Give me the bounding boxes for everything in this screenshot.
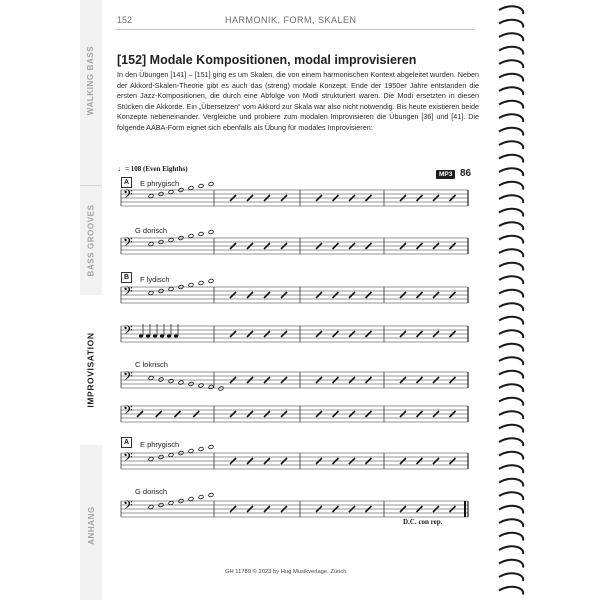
binding-ring [499, 182, 523, 190]
eighth-note [160, 334, 164, 337]
running-title: HARMONIK, FORM, SKALEN [225, 15, 357, 25]
whole-note [198, 232, 204, 237]
whole-note [188, 449, 194, 454]
binding-ring [499, 209, 523, 217]
whole-note [208, 182, 214, 187]
tab-label: WALKING BASS [86, 45, 96, 115]
bass-clef-icon: 𝄢 [123, 403, 133, 421]
eighth-note [174, 334, 178, 337]
section-body: In den Übungen [141] – [151] ging es um Skalen, die von einem harmonischen Kontext abgeleitet wurden. Neben der Akkord-Skalen-Theorie gibt es auch das (streng) modale Konzept. Ende der 1950er Jahre entstanden die ersten Jazz-Kompositionen, die durch eine Abfolge von Modi strukturiert waren. Die Modi ersetzten in diesen Stücken die Akkorde. Ein „Übersetzen“ vom Akkord zur Skala war also nicht notwendig. Bis heute existieren beide Konzepte nebeneinander. Vergleiche und probiere zum modalen Improvisieren die Übungen [36] und [41]. Die folgende AABA-Form eignet sich ebenfalls als Übung für modales Improvisieren: [117, 70, 479, 132]
binding-ring [499, 20, 523, 28]
binding-ring [499, 249, 523, 257]
rehearsal-mark-b: B [121, 272, 132, 283]
whole-note [198, 495, 204, 500]
binding-ring [499, 425, 523, 433]
binding-ring [499, 114, 523, 122]
tab-label: IMPROVISATION [86, 332, 96, 408]
scale-label: E phrygisch [140, 179, 180, 188]
whole-note [158, 377, 164, 382]
binding-ring [499, 303, 523, 311]
whole-note [198, 447, 204, 452]
binding-ring [499, 33, 523, 41]
binding-ring [499, 398, 523, 406]
binding-ring [499, 222, 523, 230]
binding-ring [499, 357, 523, 365]
whole-note [148, 505, 154, 510]
tab-label: ANHANG [86, 505, 96, 545]
rehearsal-mark-a: A [121, 177, 132, 188]
binding-ring [499, 573, 523, 581]
whole-note [188, 234, 194, 239]
section-title: [152] Modale Kompositionen, modal improvisieren [117, 53, 417, 67]
rehearsal-mark-a: A [121, 437, 132, 448]
eighth-note [167, 334, 171, 337]
bass-clef-icon: 𝄢 [123, 284, 133, 302]
whole-note [168, 238, 174, 243]
whole-note [168, 501, 174, 506]
scale-label: G dorisch [135, 487, 168, 496]
bass-clef-icon: 𝄢 [123, 323, 133, 341]
whole-note [148, 291, 154, 296]
binding-ring [499, 168, 523, 176]
binding-ring [499, 60, 523, 68]
binding-ring [499, 101, 523, 109]
whole-note [148, 242, 154, 247]
whole-note [218, 386, 224, 391]
whole-note [208, 445, 214, 450]
bass-clef-icon: 𝄢 [123, 498, 133, 516]
bass-clef-icon: 𝄢 [123, 235, 133, 253]
binding-ring [499, 236, 523, 244]
binding-ring [499, 384, 523, 392]
whole-note [168, 287, 174, 292]
binding-ring [499, 290, 523, 298]
whole-note [148, 457, 154, 462]
binding-ring [499, 74, 523, 82]
binding-ring [499, 479, 523, 487]
binding-ring [499, 438, 523, 446]
tempo-text: = 108 (Even Eighths) [125, 165, 188, 173]
binding-ring [499, 371, 523, 379]
binding-ring [499, 330, 523, 338]
whole-note [188, 497, 194, 502]
spiral-binding [497, 0, 527, 600]
binding-ring [499, 506, 523, 514]
whole-note [148, 376, 154, 381]
whole-note [168, 379, 174, 384]
whole-note [168, 453, 174, 458]
mp3-badge[interactable]: MP3 [436, 170, 455, 179]
repeat-instruction: D.C. con rep. [403, 518, 443, 526]
binding-ring [499, 276, 523, 284]
scale-label: G dorisch [135, 226, 168, 235]
bass-clef-icon: 𝄢 [123, 450, 133, 468]
tab-label: BASS GROOVES [86, 203, 96, 277]
whole-note [208, 230, 214, 235]
whole-note [188, 186, 194, 191]
binding-ring [499, 560, 523, 568]
whole-note [148, 194, 154, 199]
binding-ring [499, 344, 523, 352]
bass-clef-icon: 𝄢 [123, 369, 133, 387]
eighth-note [139, 334, 143, 337]
page-number: 152 [117, 15, 133, 25]
whole-note [168, 190, 174, 195]
scale-label: C lokrisch [135, 360, 168, 369]
binding-ring [499, 6, 523, 14]
scale-label: F lydisch [140, 275, 170, 284]
copyright-footer: GH 11789 © 2023 by Hug Musikverlage, Zürich [225, 569, 347, 575]
whole-note [208, 493, 214, 498]
binding-ring [499, 141, 523, 149]
eighth-note [153, 334, 157, 337]
binding-ring [499, 87, 523, 95]
whole-note [198, 184, 204, 189]
whole-note [188, 283, 194, 288]
binding-ring [499, 533, 523, 541]
quarter-note-icon: ♩ [118, 165, 125, 173]
binding-ring [499, 263, 523, 271]
binding-ring [499, 452, 523, 460]
eighth-note [146, 334, 150, 337]
binding-ring [499, 317, 523, 325]
binding-ring [499, 155, 523, 163]
track-number: 86 [460, 168, 472, 179]
binding-ring [499, 128, 523, 136]
scale-label: E phrygisch [140, 440, 180, 449]
binding-ring [499, 492, 523, 500]
whole-note [208, 279, 214, 284]
whole-note [198, 281, 204, 286]
binding-ring [499, 546, 523, 554]
binding-ring [499, 195, 523, 203]
binding-ring [499, 587, 523, 595]
binding-ring [499, 465, 523, 473]
binding-ring [499, 519, 523, 527]
binding-ring [499, 411, 523, 419]
bass-clef-icon: 𝄢 [123, 187, 133, 205]
whole-note [208, 385, 214, 390]
binding-ring [499, 47, 523, 55]
